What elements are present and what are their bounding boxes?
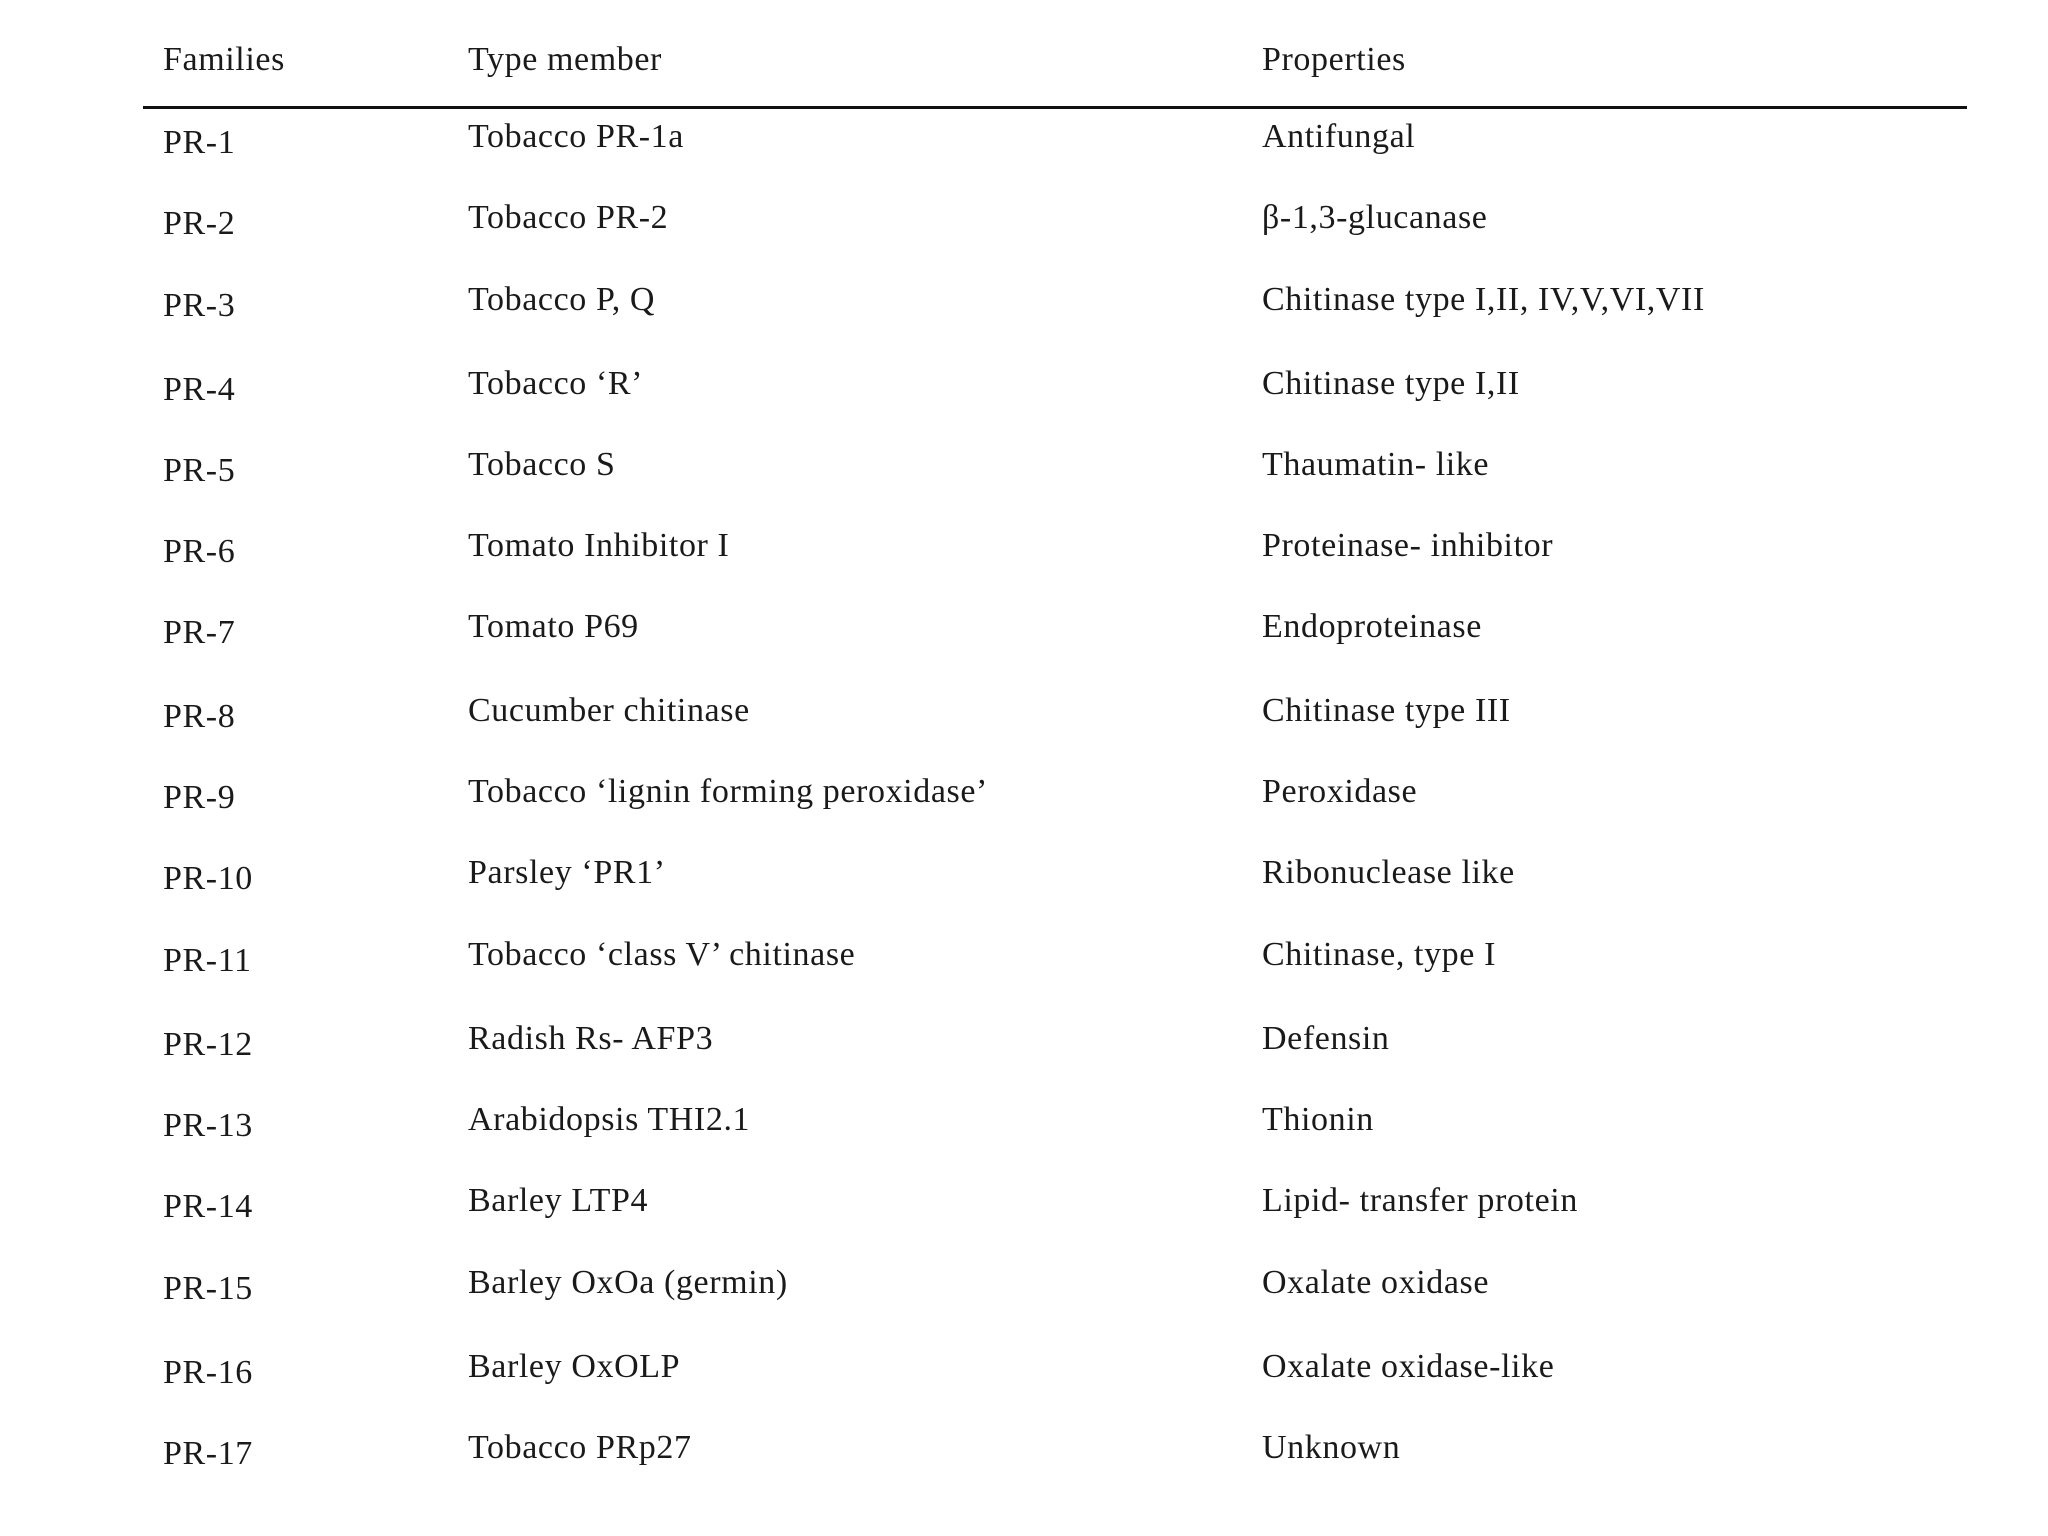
family-cell: PR-13: [163, 1107, 253, 1144]
properties-cell: Proteinase- inhibitor: [1262, 527, 1554, 564]
type-member-cell: Arabidopsis THI2.1: [468, 1101, 751, 1138]
family-cell: PR-14: [163, 1188, 253, 1225]
family-cell: PR-16: [163, 1354, 253, 1391]
properties-cell: Unknown: [1262, 1429, 1401, 1466]
properties-cell: Chitinase type I,II: [1262, 365, 1520, 402]
header-families: Families: [163, 41, 285, 78]
properties-cell: Peroxidase: [1262, 773, 1418, 810]
type-member-cell: Tobacco PR-2: [468, 199, 669, 236]
type-member-cell: Tobacco PR-1a: [468, 118, 684, 155]
properties-cell: Chitinase type III: [1262, 692, 1511, 729]
family-cell: PR-7: [163, 614, 236, 651]
type-member-cell: Radish Rs- AFP3: [468, 1020, 714, 1057]
properties-cell: Oxalate oxidase: [1262, 1264, 1490, 1301]
properties-cell: Chitinase type I,II, IV,V,VI,VII: [1262, 281, 1705, 318]
type-member-cell: Tomato Inhibitor I: [468, 527, 730, 564]
type-member-cell: Cucumber chitinase: [468, 692, 750, 729]
type-member-cell: Tobacco PRp27: [468, 1429, 692, 1466]
type-member-cell: Tobacco ‘class V’ chitinase: [468, 936, 856, 973]
family-cell: PR-4: [163, 371, 236, 408]
header-properties: Properties: [1262, 41, 1406, 78]
type-member-cell: Tomato P69: [468, 608, 639, 645]
header-type-member: Type member: [468, 41, 662, 78]
properties-cell: Lipid- transfer protein: [1262, 1182, 1578, 1219]
family-cell: PR-12: [163, 1026, 253, 1063]
type-member-cell: Barley OxOa (germin): [468, 1264, 788, 1301]
type-member-cell: Barley OxOLP: [468, 1348, 681, 1385]
properties-cell: Antifungal: [1262, 118, 1416, 155]
family-cell: PR-5: [163, 452, 236, 489]
properties-cell: Endoproteinase: [1262, 608, 1482, 645]
type-member-cell: Tobacco S: [468, 446, 616, 483]
properties-cell: β-1,3-glucanase: [1262, 199, 1488, 236]
properties-cell: Defensin: [1262, 1020, 1390, 1057]
properties-cell: Chitinase, type I: [1262, 936, 1496, 973]
properties-cell: Thionin: [1262, 1101, 1374, 1138]
family-cell: PR-9: [163, 779, 236, 816]
family-cell: PR-10: [163, 860, 253, 897]
properties-cell: Thaumatin- like: [1262, 446, 1490, 483]
family-cell: PR-3: [163, 287, 236, 324]
family-cell: PR-6: [163, 533, 236, 570]
family-cell: PR-15: [163, 1270, 253, 1307]
header-rule: [143, 106, 1967, 109]
properties-cell: Oxalate oxidase-like: [1262, 1348, 1555, 1385]
family-cell: PR-17: [163, 1435, 253, 1472]
family-cell: PR-2: [163, 205, 236, 242]
family-cell: PR-1: [163, 124, 236, 161]
family-cell: PR-8: [163, 698, 236, 735]
type-member-cell: Tobacco P, Q: [468, 281, 656, 318]
type-member-cell: Parsley ‘PR1’: [468, 854, 666, 891]
properties-cell: Ribonuclease like: [1262, 854, 1515, 891]
type-member-cell: Tobacco ‘R’: [468, 365, 644, 402]
family-cell: PR-11: [163, 942, 252, 979]
type-member-cell: Barley LTP4: [468, 1182, 649, 1219]
type-member-cell: Tobacco ‘lignin forming peroxidase’: [468, 773, 988, 810]
